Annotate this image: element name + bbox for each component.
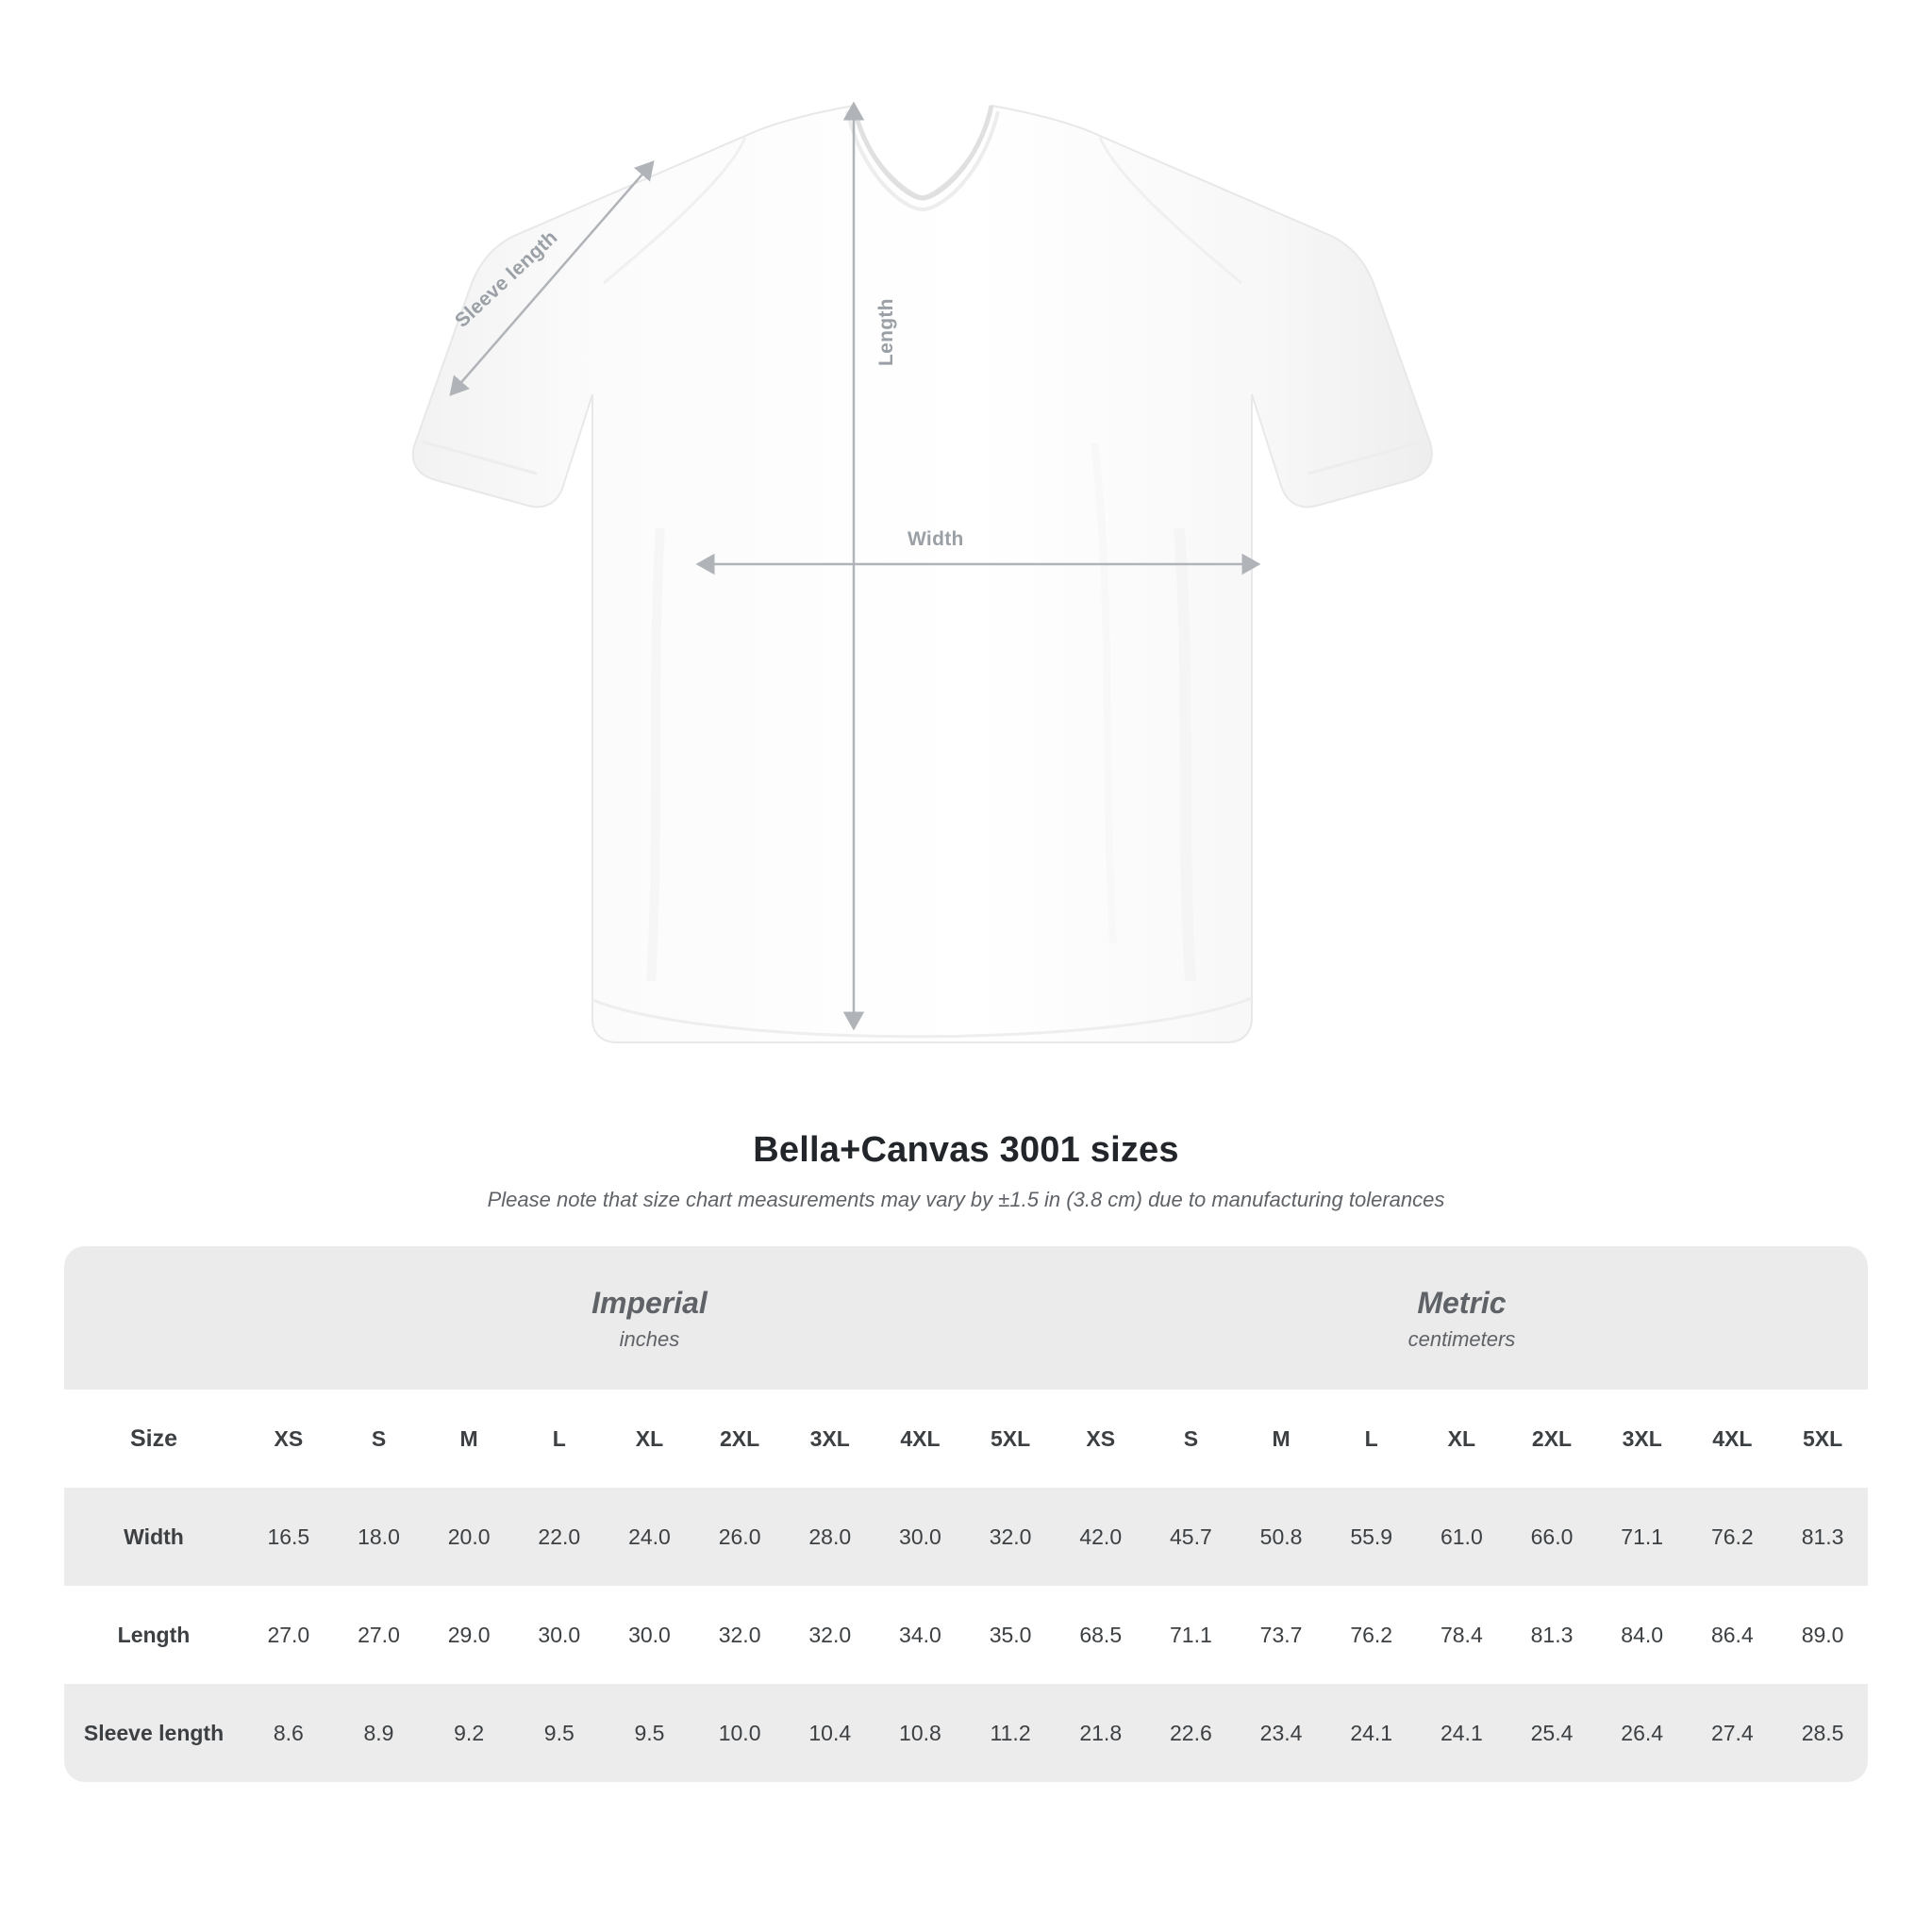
cell-length-8: 35.0 xyxy=(965,1586,1056,1684)
size-col-11: M xyxy=(1236,1390,1326,1488)
size-col-1: S xyxy=(334,1390,425,1488)
cell-sleeve-2: 9.2 xyxy=(424,1684,514,1782)
size-col-9: XS xyxy=(1056,1390,1146,1488)
sleeve-length-label: Sleeve length xyxy=(451,225,562,332)
cell-width-17: 81.3 xyxy=(1777,1488,1868,1586)
unit-header-row xyxy=(64,1246,1868,1390)
size-col-3: L xyxy=(514,1390,605,1488)
length-label: Length xyxy=(875,298,897,366)
cell-length-11: 73.7 xyxy=(1236,1586,1326,1684)
cell-width-9: 42.0 xyxy=(1056,1488,1146,1586)
size-col-15: 3XL xyxy=(1597,1390,1688,1488)
table-row xyxy=(64,1488,1868,1586)
cell-width-10: 45.7 xyxy=(1146,1488,1237,1586)
size-col-7: 4XL xyxy=(875,1390,966,1488)
cell-sleeve-13: 24.1 xyxy=(1417,1684,1507,1782)
size-col-8: 5XL xyxy=(965,1390,1056,1488)
row-label-length: Length xyxy=(64,1586,243,1684)
cell-sleeve-4: 9.5 xyxy=(605,1684,695,1782)
cell-sleeve-8: 11.2 xyxy=(965,1684,1056,1782)
size-col-0: XS xyxy=(243,1390,334,1488)
cell-sleeve-5: 10.0 xyxy=(694,1684,785,1782)
cell-width-6: 28.0 xyxy=(785,1488,875,1586)
cell-length-13: 78.4 xyxy=(1417,1586,1507,1684)
cell-width-2: 20.0 xyxy=(424,1488,514,1586)
size-col-5: 2XL xyxy=(694,1390,785,1488)
size-table-container xyxy=(64,1246,1868,1782)
cell-sleeve-17: 28.5 xyxy=(1777,1684,1868,1782)
cell-length-15: 84.0 xyxy=(1597,1586,1688,1684)
cell-sleeve-6: 10.4 xyxy=(785,1684,875,1782)
cell-length-10: 71.1 xyxy=(1146,1586,1237,1684)
cell-width-13: 61.0 xyxy=(1417,1488,1507,1586)
cell-sleeve-15: 26.4 xyxy=(1597,1684,1688,1782)
cell-width-1: 18.0 xyxy=(334,1488,425,1586)
cell-width-4: 24.0 xyxy=(605,1488,695,1586)
cell-length-17: 89.0 xyxy=(1777,1586,1868,1684)
size-col-12: L xyxy=(1326,1390,1417,1488)
cell-width-3: 22.0 xyxy=(514,1488,605,1586)
size-col-4: XL xyxy=(605,1390,695,1488)
cell-sleeve-16: 27.4 xyxy=(1688,1684,1778,1782)
cell-width-7: 30.0 xyxy=(875,1488,966,1586)
cell-width-16: 76.2 xyxy=(1688,1488,1778,1586)
cell-length-3: 30.0 xyxy=(514,1586,605,1684)
tolerance-note: Please note that size chart measurements may vary by ±1.5 in (3.8 cm) due to manufacturing tolerances xyxy=(487,1188,1445,1211)
cell-width-8: 32.0 xyxy=(965,1488,1056,1586)
page-title: Bella+Canvas 3001 sizes xyxy=(753,1130,1179,1170)
unit-group-metric xyxy=(1056,1246,1868,1390)
cell-sleeve-1: 8.9 xyxy=(334,1684,425,1782)
size-header-cell: Size xyxy=(64,1390,243,1488)
cell-length-0: 27.0 xyxy=(243,1586,334,1684)
unit-group-metric-title: Metric xyxy=(1417,1286,1507,1320)
cell-sleeve-0: 8.6 xyxy=(243,1684,334,1782)
cell-sleeve-12: 24.1 xyxy=(1326,1684,1417,1782)
cell-width-15: 71.1 xyxy=(1597,1488,1688,1586)
size-col-17: 5XL xyxy=(1777,1390,1868,1488)
cell-length-1: 27.0 xyxy=(334,1586,425,1684)
unit-corner-cell xyxy=(64,1246,243,1390)
cell-sleeve-11: 23.4 xyxy=(1236,1684,1326,1782)
size-col-2: M xyxy=(424,1390,514,1488)
unit-group-imperial xyxy=(243,1246,1056,1390)
cell-length-2: 29.0 xyxy=(424,1586,514,1684)
cell-length-12: 76.2 xyxy=(1326,1586,1417,1684)
cell-sleeve-14: 25.4 xyxy=(1507,1684,1597,1782)
cell-length-14: 81.3 xyxy=(1507,1586,1597,1684)
unit-group-imperial-title: Imperial xyxy=(591,1286,708,1320)
cell-width-5: 26.0 xyxy=(694,1488,785,1586)
table-row xyxy=(64,1586,1868,1684)
cell-sleeve-7: 10.8 xyxy=(875,1684,966,1782)
size-col-16: 4XL xyxy=(1688,1390,1778,1488)
cell-sleeve-3: 9.5 xyxy=(514,1684,605,1782)
cell-width-14: 66.0 xyxy=(1507,1488,1597,1586)
unit-group-imperial-subtitle: inches xyxy=(619,1327,680,1351)
cell-width-11: 50.8 xyxy=(1236,1488,1326,1586)
size-col-6: 3XL xyxy=(785,1390,875,1488)
cell-length-7: 34.0 xyxy=(875,1586,966,1684)
chart-header xyxy=(0,1130,1932,1212)
cell-length-5: 32.0 xyxy=(694,1586,785,1684)
table-row xyxy=(64,1684,1868,1782)
size-col-13: XL xyxy=(1417,1390,1507,1488)
size-header-row xyxy=(64,1390,1868,1488)
unit-group-metric-subtitle: centimeters xyxy=(1407,1327,1516,1351)
row-label-width: Width xyxy=(64,1488,243,1586)
tshirt-shape xyxy=(413,106,1432,1042)
cell-width-0: 16.5 xyxy=(243,1488,334,1586)
cell-length-16: 86.4 xyxy=(1688,1586,1778,1684)
cell-sleeve-10: 22.6 xyxy=(1146,1684,1237,1782)
cell-length-6: 32.0 xyxy=(785,1586,875,1684)
size-table xyxy=(64,1246,1868,1782)
size-col-14: 2XL xyxy=(1507,1390,1597,1488)
cell-length-4: 30.0 xyxy=(605,1586,695,1684)
cell-sleeve-9: 21.8 xyxy=(1056,1684,1146,1782)
cell-length-9: 68.5 xyxy=(1056,1586,1146,1684)
width-label: Width xyxy=(908,528,964,550)
size-col-10: S xyxy=(1146,1390,1237,1488)
row-label-sleeve-length: Sleeve length xyxy=(64,1684,243,1782)
cell-width-12: 55.9 xyxy=(1326,1488,1417,1586)
